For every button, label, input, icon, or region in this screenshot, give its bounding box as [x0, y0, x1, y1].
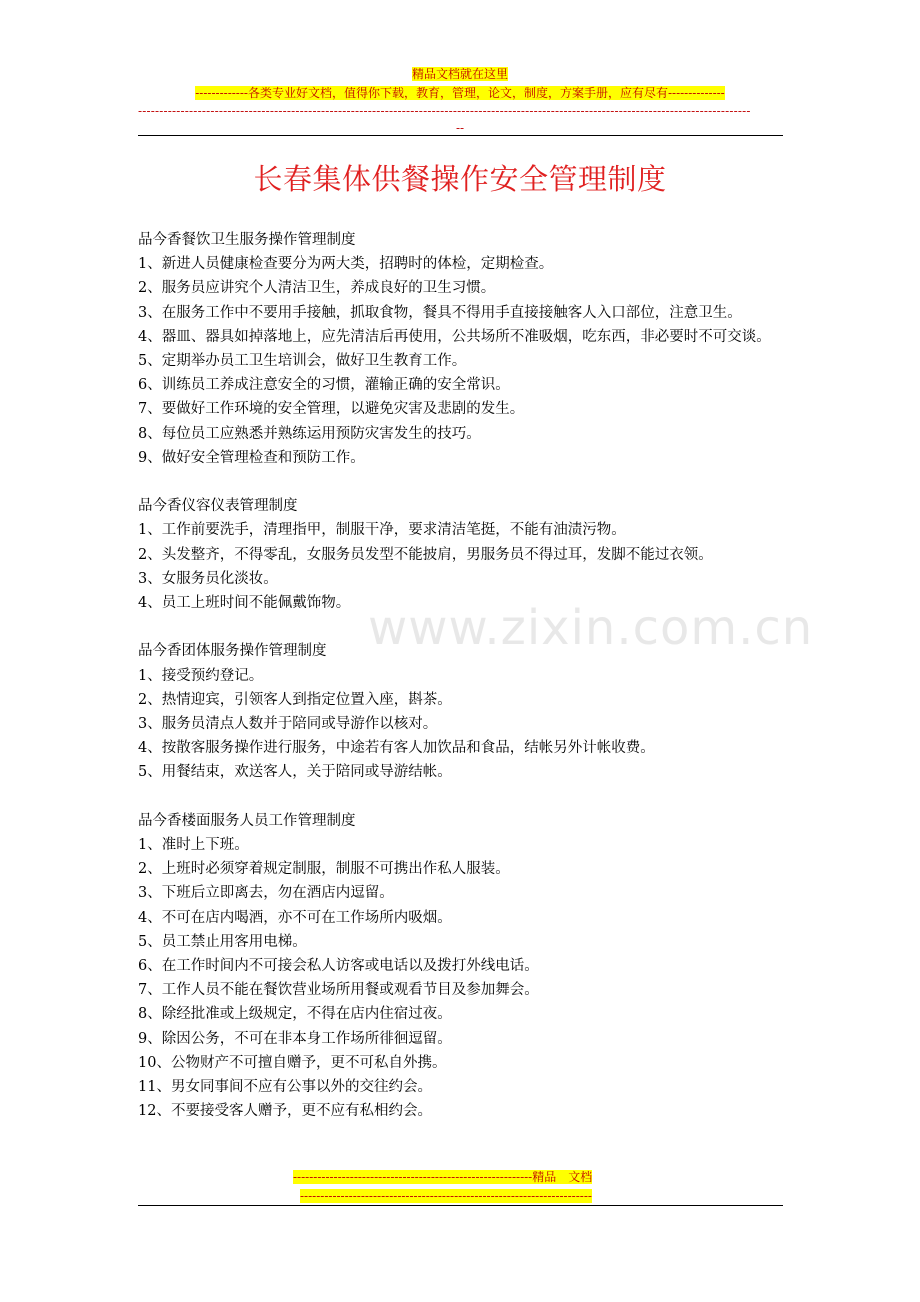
list-item: 8、每位员工应熟悉并熟练运用预防灾害发生的技巧。 [138, 425, 481, 442]
list-item: 2、上班时必须穿着规定制服，制服不可携出作私人服装。 [138, 861, 510, 878]
section-gap [138, 785, 786, 809]
section-gap [138, 470, 786, 494]
list-item: 5、员工禁止用客用电梯。 [138, 933, 307, 950]
footer-line-1-text: -----------------------------------------------------------精品 文档 [293, 1170, 593, 1184]
section-heading: 品今香团体服务操作管理制度 [138, 643, 327, 660]
list-item: 2、头发整齐，不得零乱，女服务员发型不能披肩，男服务员不得过耳，发脚不能过衣领。 [138, 546, 713, 563]
list-item: 4、器皿、器具如掉落地上，应先清洁后再使用，公共场所不准吸烟，吃东西，非必要时不可交谈。 [138, 328, 771, 345]
list-item: 9、做好安全管理检查和预防工作。 [138, 449, 365, 466]
section-heading: 品今香楼面服务人员工作管理制度 [138, 812, 356, 829]
header-banner-text: -------------各类专业好文档，值得你下载，教育，管理，论文，制度，方案手册，应有尽有-------------- [195, 86, 725, 100]
list-item: 7、工作人员不能在餐饮营业场所用餐或观看节目及参加舞会。 [138, 982, 539, 999]
list-item: 12、不要接受客人赠予，更不应有私相约会。 [138, 1103, 432, 1120]
list-item: 6、在工作时间内不可接会私人访客或电话以及拨打外线电话。 [138, 958, 539, 975]
header-dash-tail: -- [455, 121, 465, 135]
list-item: 1、准时上下班。 [138, 837, 249, 854]
footer-line-2-text: ------------------------------------------------------------------------ [300, 1189, 592, 1203]
section-heading: 品今香餐饮卫生服务操作管理制度 [138, 232, 356, 248]
section-heading: 品今香仪容仪表管理制度 [138, 498, 298, 515]
list-item: 10、公物财产不可擅自赠予，更不可私自外携。 [138, 1054, 447, 1071]
list-item: 5、定期举办员工卫生培训会，做好卫生教育工作。 [138, 353, 467, 370]
header-divider [138, 135, 783, 136]
list-item: 3、女服务员化淡妆。 [138, 570, 278, 587]
list-item: 3、下班后立即离去，勿在酒店内逗留。 [138, 885, 394, 902]
list-item: 2、热情迎宾，引领客人到指定位置入座，斟茶。 [138, 691, 452, 708]
list-item: 5、用餐结束，欢送客人，关于陪同或导游结帐。 [138, 764, 452, 781]
list-item: 2、服务员应讲究个人清洁卫生，养成良好的卫生习惯。 [138, 280, 496, 297]
list-item: 3、在服务工作中不要用手接触，抓取食物，餐具不得用手直接接触客人入口部位，注意卫生。 [138, 304, 742, 321]
footer-line-2 [300, 1189, 620, 1203]
list-item: 8、除经批准或上级规定，不得在店内住宿过夜。 [138, 1006, 452, 1023]
list-item: 4、员工上班时间不能佩戴饰物。 [138, 595, 351, 612]
page-title: 长春集体供餐操作安全管理制度 [253, 162, 667, 196]
footer-line-1 [293, 1170, 592, 1184]
list-item: 1、工作前要洗手，清理指甲，制服干净，要求清洁笔挺，不能有油渍污物。 [138, 522, 626, 539]
list-item: 7、要做好工作环境的安全管理，以避免灾害及悲剧的发生。 [138, 401, 525, 418]
list-item: 6、训练员工养成注意安全的习惯，灌输正确的安全常识。 [138, 377, 510, 394]
list-item: 11、男女同事间不应有公事以外的交往约会。 [138, 1079, 432, 1096]
list-item: 9、除因公务，不可在非本身工作场所徘徊逗留。 [138, 1030, 452, 1047]
list-item: 3、服务员清点人数并于陪同或导游作以核对。 [138, 716, 438, 733]
header-dash-line: ------------------------------------------------------------------------------------------------------------------------------------------------ [138, 104, 751, 118]
footer-divider [138, 1205, 783, 1206]
list-item: 4、按散客服务操作进行服务，中途若有客人加饮品和食品，结帐另外计帐收费。 [138, 740, 655, 757]
section-gap [138, 615, 786, 639]
header-banner [0, 86, 920, 100]
document-body [138, 228, 786, 1123]
list-item: 1、新进人员健康检查要分为两大类，招聘时的体检，定期检查。 [138, 256, 554, 273]
header-top-label-text: 精品文档就在这里 [411, 67, 508, 81]
watermark: www.zixin.com.cn [368, 600, 814, 656]
list-item: 1、接受预约登记。 [138, 667, 264, 684]
header-top-label [0, 67, 920, 81]
list-item: 4、不可在店内喝酒，亦不可在工作场所内吸烟。 [138, 909, 452, 926]
